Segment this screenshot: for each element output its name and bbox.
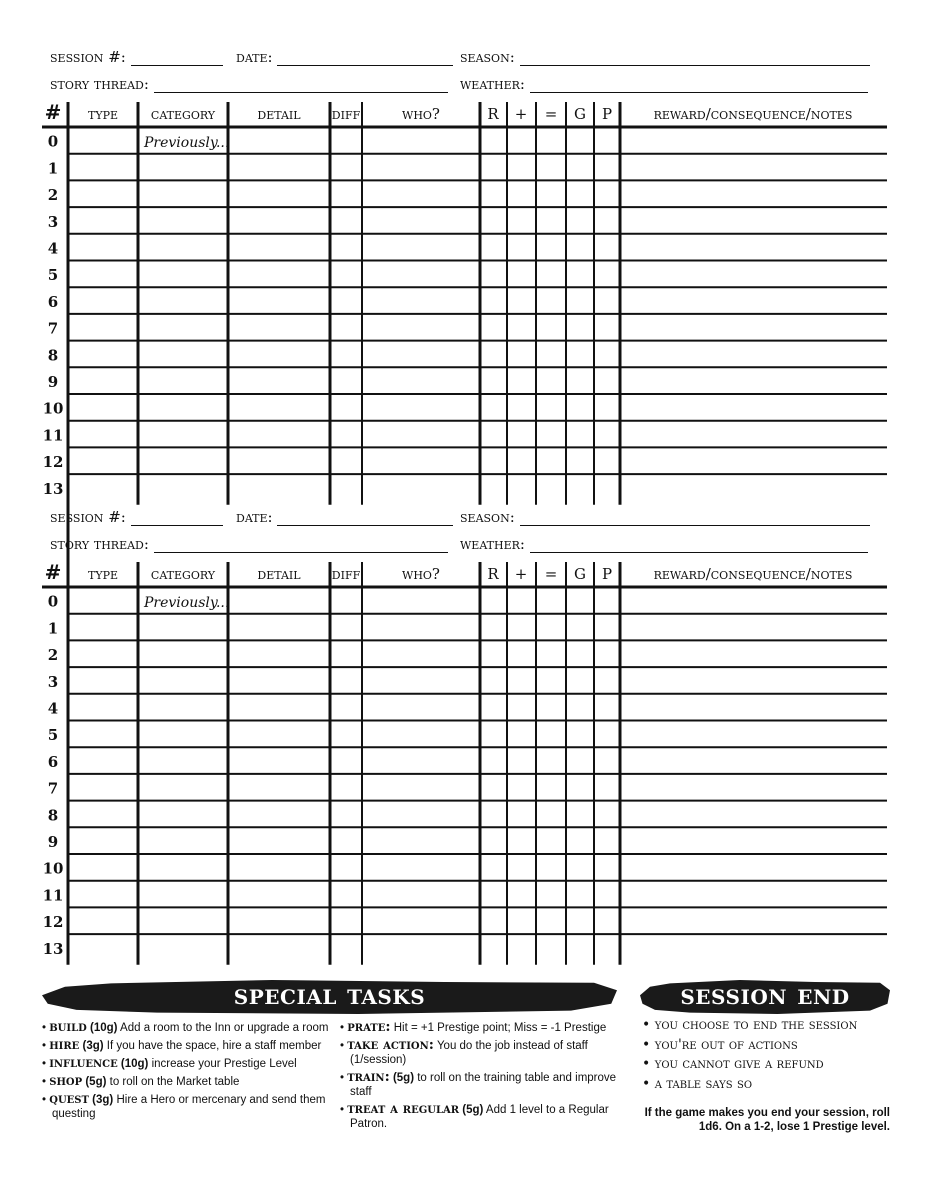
column-header: =: [544, 105, 558, 123]
column-header: P: [601, 565, 613, 583]
date-label: date:: [236, 48, 273, 66]
column-header: reward/consequence/notes: [653, 105, 853, 123]
task-shop: • shop (5g) to roll on the Market table: [42, 1073, 240, 1089]
task-hire: • hire (3g) If you have the space, hire a staff member: [42, 1037, 322, 1053]
row-number: 10: [42, 399, 64, 418]
row-number: 4: [47, 239, 59, 258]
row-number: 8: [47, 806, 59, 825]
session-end-title: session end: [680, 978, 850, 1011]
column-header: =: [544, 565, 558, 583]
column-header: #: [44, 560, 62, 584]
session-number-label: session #:: [50, 508, 126, 526]
previously-note: Previously...: [144, 595, 230, 611]
previously-note: Previously...: [144, 135, 230, 151]
story-thread-label: story thread:: [50, 535, 149, 553]
row-number: 2: [47, 186, 59, 205]
story-thread-field[interactable]: [50, 535, 448, 553]
row-number: 2: [47, 646, 59, 665]
date-label: date:: [236, 508, 273, 526]
task-train: • train: (5g) to roll on the training table and improve staff: [340, 1069, 617, 1098]
column-header: diff: [331, 105, 361, 123]
column-header: +: [514, 565, 528, 583]
column-header: diff: [331, 565, 361, 583]
row-number: 1: [47, 619, 59, 638]
row-number: 9: [47, 373, 59, 391]
session-end-item: • a table says so: [642, 1075, 753, 1092]
story-thread-label: story thread:: [50, 75, 149, 93]
session-end-note: If the game makes you end your session, roll 1d6. On a 1-2, lose 1 Prestige level.: [644, 1107, 890, 1133]
column-header: #: [44, 100, 62, 124]
session-end-item: • you're out of actions: [642, 1036, 798, 1053]
session-number-label: session #:: [50, 48, 126, 66]
column-header: P: [601, 105, 613, 123]
column-header: category: [150, 105, 216, 123]
special-tasks-right: [340, 1020, 620, 1134]
task-take-action: • take action: You do the job instead of staff (1/session): [340, 1037, 588, 1066]
task-influence: • influence (10g) increase your Prestige Level: [42, 1055, 297, 1071]
row-number: 13: [42, 939, 64, 958]
row-number: 3: [47, 212, 59, 231]
column-header: reward/consequence/notes: [653, 565, 853, 583]
column-header: R: [487, 105, 499, 123]
weather-label: weather:: [460, 535, 525, 553]
row-number: 5: [47, 266, 59, 285]
session-end-item: • you choose to end the session: [642, 1017, 858, 1033]
row-number: 4: [47, 699, 59, 718]
row-number: 12: [42, 913, 64, 932]
row-number: 6: [47, 292, 59, 311]
row-number: 11: [42, 426, 64, 445]
season-field[interactable]: [460, 508, 870, 526]
column-header: detail: [257, 105, 301, 123]
task-prate: • prate: Hit = +1 Prestige point; Miss = -1 Prestige: [340, 1019, 607, 1035]
column-header: who?: [402, 105, 440, 123]
row-number: 12: [42, 453, 64, 472]
log-table: [42, 100, 887, 505]
column-header: G: [574, 565, 586, 583]
column-header: category: [150, 565, 216, 583]
column-header: G: [574, 105, 586, 123]
column-header: type: [87, 565, 119, 583]
weather-label: weather:: [460, 75, 525, 93]
row-number: 10: [42, 859, 64, 878]
column-header: who?: [402, 565, 440, 583]
row-number: 13: [42, 479, 64, 498]
session-end-item: • you cannot give a refund: [642, 1056, 824, 1072]
task-build: • build (10g) Add a room to the Inn or upgrade a room: [42, 1019, 329, 1035]
column-header: R: [487, 565, 499, 583]
row-number: 11: [42, 886, 64, 905]
log-table: [42, 102, 887, 965]
row-number: 8: [47, 346, 59, 365]
column-header: detail: [257, 565, 301, 583]
row-number: 6: [47, 752, 59, 771]
row-number: 0: [47, 592, 59, 611]
season-label: season:: [460, 508, 515, 526]
session-number-field[interactable]: [50, 508, 223, 526]
row-number: 0: [47, 132, 59, 151]
task-quest: • quest (3g) Hire a Hero or mercenary and send them questing: [42, 1091, 326, 1120]
special-tasks-title: special tasks: [233, 978, 426, 1011]
row-number: 7: [47, 779, 59, 798]
row-number: 5: [47, 726, 59, 745]
session-end-list: [642, 1016, 857, 1094]
special-tasks-left: [42, 1020, 332, 1124]
row-number: 7: [47, 319, 59, 338]
date-field[interactable]: [236, 508, 453, 526]
season-label: season:: [460, 48, 515, 66]
column-header: type: [87, 105, 119, 123]
row-number: 9: [47, 833, 59, 851]
row-number: 1: [47, 159, 59, 178]
row-number: 3: [47, 672, 59, 691]
column-header: +: [514, 105, 528, 123]
weather-field[interactable]: [460, 535, 868, 553]
task-treat-regular: • treat a regular (5g) Add 1 level to a Regular Patron.: [340, 1101, 609, 1130]
